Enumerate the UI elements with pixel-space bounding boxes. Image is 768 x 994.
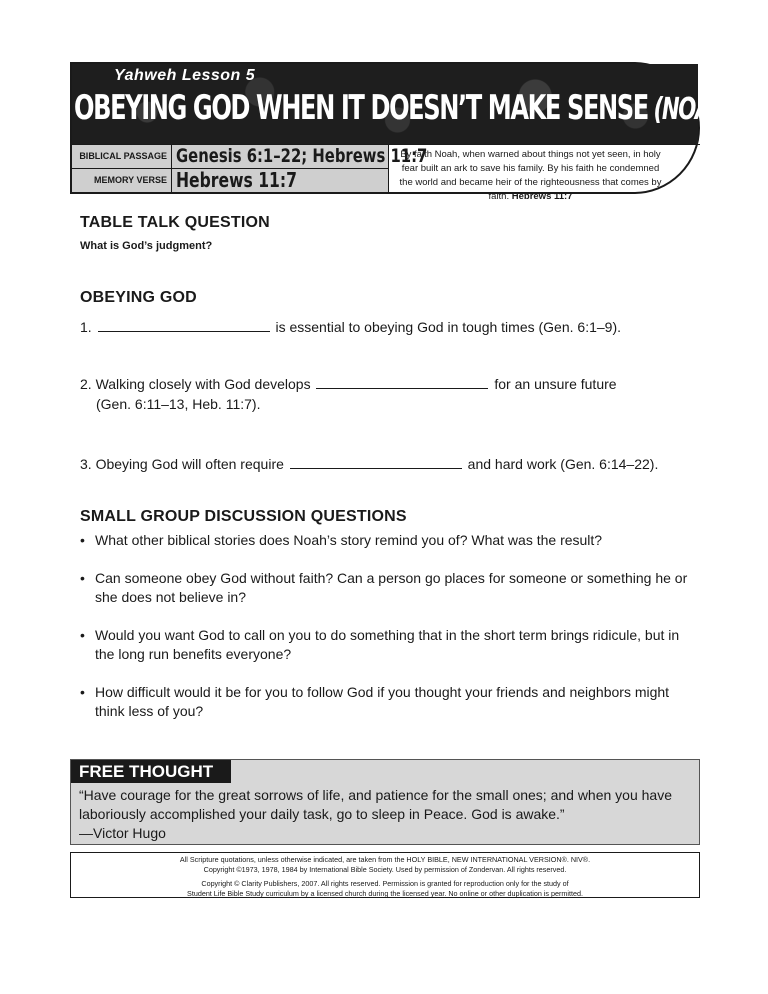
table-talk-question: What is God’s judgment?	[80, 240, 213, 252]
bullet-icon: •	[80, 570, 85, 586]
biblical-passage-label: BIBLICAL PASSAGE	[72, 145, 172, 168]
question-text: What other biblical stories does Noah’s story remind you of? What was the result?	[95, 532, 603, 548]
point-1-text: is essential to obeying God in tough times (Gen. 6:1–9).	[275, 319, 621, 335]
footer-line-2: Copyright ©1973, 1978, 1984 by International Bible Society. Used by permission of Zondervan. All rights reserved.	[203, 865, 567, 874]
point-3	[80, 454, 700, 474]
question-text: How difficult would it be for you to follow God if you thought your friends and neighbors might think less of you?	[95, 684, 670, 719]
free-thought-box	[70, 759, 700, 845]
fill-in-blank-2[interactable]	[316, 375, 488, 389]
passage-table	[72, 144, 428, 192]
table-talk-heading: TABLE TALK QUESTION	[80, 214, 270, 231]
title-sub: (NOAH)	[653, 92, 735, 127]
question-text: Can someone obey God without faith? Can a person go places for someone or something he or she does not believe in?	[95, 570, 688, 605]
biblical-passage-value: Genesis 6:1–22; Hebrews 11:7	[176, 145, 428, 167]
point-2-text-after: for an unsure future	[494, 376, 617, 392]
fill-in-blank-1[interactable]	[98, 318, 270, 332]
fill-in-blank-3[interactable]	[290, 455, 462, 469]
discussion-heading: SMALL GROUP DISCUSSION QUESTIONS	[80, 508, 407, 525]
point-2	[80, 374, 700, 414]
memory-verse-row	[72, 168, 388, 192]
obeying-god-heading: OBEYING GOD	[80, 289, 197, 306]
memory-verse-text	[388, 144, 700, 202]
biblical-passage-row	[72, 144, 428, 168]
banner-title-area	[72, 64, 735, 144]
page-title	[74, 88, 735, 128]
point-3-text-before: 3. Obeying God will often require	[80, 456, 284, 472]
copyright-footer	[70, 852, 700, 898]
free-thought-heading: FREE THOUGHT	[71, 760, 231, 783]
footer-line-3: Copyright © Clarity Publishers, 2007. All rights reserved. Permission is granted for reproduction only for the study of	[201, 879, 569, 888]
bullet-icon: •	[80, 627, 85, 643]
quote-text: “Have courage for the great sorrows of life, and patience for the small ones; and when you have laboriously accomplished your daily task, go to sleep in Peace. God is awake.”	[79, 787, 673, 822]
question-text: Would you want God to call on you to do something that in the short term brings ridicule, but in the long run benefits everyone?	[95, 627, 680, 662]
footer-line-4: Student Life Bible Study curriculum by a licensed church during the licensed year. No online or other duplication is permitted.	[187, 889, 583, 898]
point-2-reference: (Gen. 6:11–13, Heb. 11:7).	[96, 396, 261, 412]
bullet-icon: •	[80, 532, 85, 548]
verse-text: By faith Noah, when warned about things not yet seen, in holy fear built an ark to save his family. By his faith he condemned the world and became heir of the righteousness that comes by faith.	[399, 149, 662, 202]
lesson-label: Yahweh Lesson 5	[114, 67, 256, 84]
free-thought-quote	[79, 786, 679, 843]
point-3-text-after: and hard work (Gen. 6:14–22).	[467, 456, 659, 472]
point-1	[80, 317, 700, 337]
quote-author: —Victor Hugo	[79, 825, 166, 841]
memory-verse-label: MEMORY VERSE	[72, 169, 172, 192]
bullet-icon: •	[80, 684, 85, 700]
verse-reference: Hebrews 11:7	[511, 191, 573, 202]
lesson-banner	[70, 62, 735, 202]
footer-line-1: All Scripture quotations, unless otherwise indicated, are taken from the HOLY BIBLE, NEW INTERNATIONAL VERSION®. NIV®.	[179, 855, 591, 864]
point-1-number: 1.	[80, 319, 92, 335]
point-2-text-before: 2. Walking closely with God develops	[80, 376, 311, 392]
memory-verse-value: Hebrews 11:7	[176, 168, 298, 192]
title-main: OBEYING GOD WHEN IT DOESN’T MAKE SENSE	[74, 88, 648, 128]
